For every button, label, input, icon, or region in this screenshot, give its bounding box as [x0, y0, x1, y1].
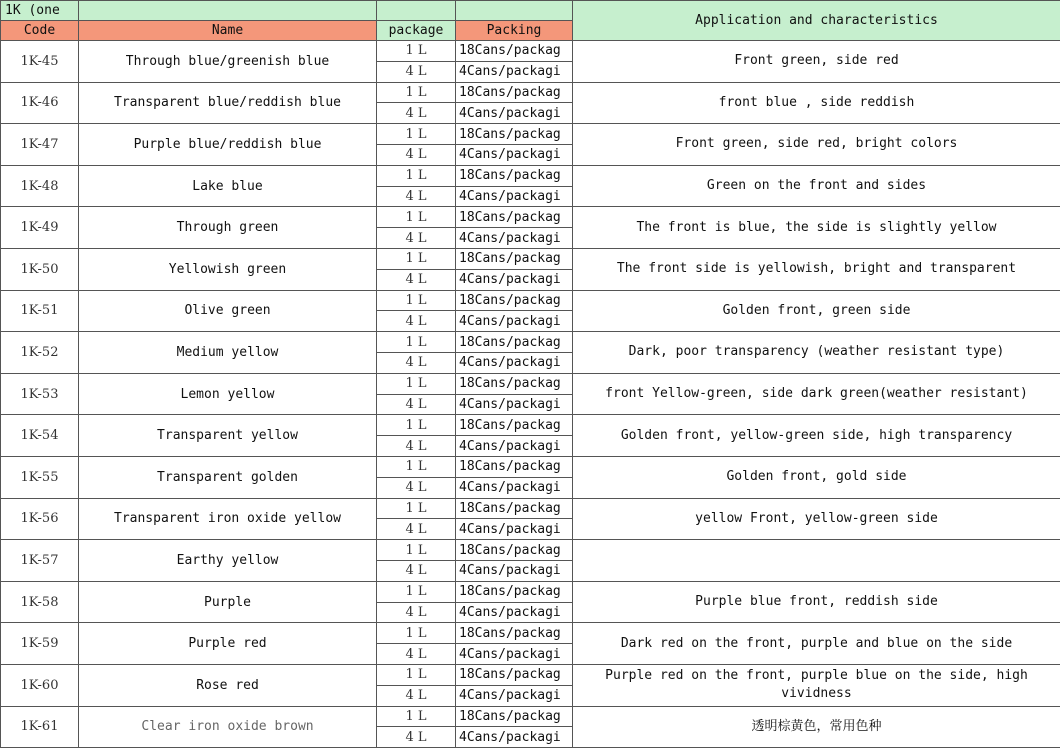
packing-info: 4Cans/packagi — [456, 61, 573, 82]
product-code: 1K-57 — [1, 540, 79, 582]
application-text: Golden front, gold side — [573, 456, 1060, 498]
header-filler-cell — [456, 1, 573, 21]
packing-info: 4Cans/packagi — [456, 269, 573, 290]
package-size: 4 L — [377, 186, 456, 207]
header-filler-cell — [79, 1, 377, 21]
table-row — [1, 373, 1060, 394]
product-code: 1K-60 — [1, 664, 79, 706]
package-size: 1 L — [377, 82, 456, 103]
packing-info: 4Cans/packagi — [456, 311, 573, 332]
packing-info: 4Cans/packagi — [456, 144, 573, 165]
code-header: Code — [1, 21, 79, 41]
product-code: 1K-54 — [1, 415, 79, 457]
table-row — [1, 207, 1060, 228]
packing-info: 4Cans/packagi — [456, 685, 573, 706]
packing-info: 4Cans/packagi — [456, 477, 573, 498]
packing-info: 4Cans/packagi — [456, 644, 573, 665]
packing-info: 4Cans/packagi — [456, 602, 573, 623]
package-size: 4 L — [377, 685, 456, 706]
table-row — [1, 124, 1060, 145]
package-size: 1 L — [377, 623, 456, 644]
product-name: Rose red — [79, 664, 377, 706]
packing-info: 18Cans/packag — [456, 290, 573, 311]
packing-info: 18Cans/packag — [456, 456, 573, 477]
package-size: 1 L — [377, 498, 456, 519]
application-text: front Yellow-green, side dark green(weather resistant) — [573, 373, 1060, 415]
application-text: The front is blue, the side is slightly yellow — [573, 207, 1060, 249]
product-name: Transparent golden — [79, 456, 377, 498]
application-text — [573, 540, 1060, 582]
product-name: Purple blue/reddish blue — [79, 124, 377, 166]
package-size: 4 L — [377, 352, 456, 373]
packing-info: 18Cans/packag — [456, 82, 573, 103]
table-row — [1, 415, 1060, 436]
package-size: 1 L — [377, 581, 456, 602]
product-code: 1K-48 — [1, 165, 79, 207]
name-header: Name — [79, 21, 377, 41]
product-code: 1K-45 — [1, 41, 79, 83]
product-name: Purple red — [79, 623, 377, 665]
package-size: 1 L — [377, 124, 456, 145]
table-row — [1, 290, 1060, 311]
product-name: Earthy yellow — [79, 540, 377, 582]
package-size: 1 L — [377, 41, 456, 62]
product-code: 1K-49 — [1, 207, 79, 249]
packing-header: Packing — [456, 21, 573, 41]
package-size: 4 L — [377, 477, 456, 498]
product-code: 1K-53 — [1, 373, 79, 415]
application-text: Golden front, green side — [573, 290, 1060, 332]
packing-info: 4Cans/packagi — [456, 436, 573, 457]
product-name: Transparent blue/reddish blue — [79, 82, 377, 124]
packing-info: 4Cans/packagi — [456, 727, 573, 748]
product-code: 1K-59 — [1, 623, 79, 665]
application-text: Front green, side red — [573, 41, 1060, 83]
package-size: 4 L — [377, 644, 456, 665]
product-name: Clear iron oxide brown — [79, 706, 377, 748]
package-size: 1 L — [377, 207, 456, 228]
packing-info: 4Cans/packagi — [456, 103, 573, 124]
package-size: 4 L — [377, 228, 456, 249]
table-row — [1, 664, 1060, 685]
application-text: Golden front, yellow-green side, high transparency — [573, 415, 1060, 457]
package-size: 4 L — [377, 436, 456, 457]
table-row — [1, 623, 1060, 644]
package-size: 4 L — [377, 144, 456, 165]
package-size: 4 L — [377, 269, 456, 290]
application-text: Purple blue front, reddish side — [573, 581, 1060, 623]
table-row — [1, 248, 1060, 269]
packing-info: 18Cans/packag — [456, 207, 573, 228]
packing-info: 18Cans/packag — [456, 706, 573, 727]
table-row — [1, 41, 1060, 62]
product-code: 1K-55 — [1, 456, 79, 498]
product-name: Transparent yellow — [79, 415, 377, 457]
application-text: Dark, poor transparency (weather resistant type) — [573, 332, 1060, 374]
product-name: Yellowish green — [79, 248, 377, 290]
packing-info: 18Cans/packag — [456, 373, 573, 394]
product-code: 1K-61 — [1, 706, 79, 748]
packing-info: 18Cans/packag — [456, 332, 573, 353]
product-name: Lake blue — [79, 165, 377, 207]
package-size: 4 L — [377, 602, 456, 623]
product-name: Medium yellow — [79, 332, 377, 374]
package-size: 1 L — [377, 248, 456, 269]
packing-info: 4Cans/packagi — [456, 228, 573, 249]
application-text: yellow Front, yellow-green side — [573, 498, 1060, 540]
table-row — [1, 456, 1060, 477]
packing-info: 18Cans/packag — [456, 623, 573, 644]
packing-info: 18Cans/packag — [456, 41, 573, 62]
table-row — [1, 165, 1060, 186]
application-text: Green on the front and sides — [573, 165, 1060, 207]
packing-info: 18Cans/packag — [456, 498, 573, 519]
application-text: Dark red on the front, purple and blue on the side — [573, 623, 1060, 665]
packing-info: 18Cans/packag — [456, 124, 573, 145]
package-size: 4 L — [377, 727, 456, 748]
table-row — [1, 540, 1060, 561]
product-name: Transparent iron oxide yellow — [79, 498, 377, 540]
package-size: 4 L — [377, 519, 456, 540]
packing-info: 4Cans/packagi — [456, 519, 573, 540]
packing-info: 18Cans/packag — [456, 165, 573, 186]
product-name: Lemon yellow — [79, 373, 377, 415]
header-filler-cell — [377, 1, 456, 21]
application-text: Front green, side red, bright colors — [573, 124, 1060, 166]
application-text: The front side is yellowish, bright and transparent — [573, 248, 1060, 290]
package-size: 1 L — [377, 290, 456, 311]
packing-info: 18Cans/packag — [456, 581, 573, 602]
packing-info: 4Cans/packagi — [456, 352, 573, 373]
package-header: package — [377, 21, 456, 41]
application-text: Purple red on the front, purple blue on the side, high vividness — [573, 664, 1060, 706]
package-size: 4 L — [377, 103, 456, 124]
application-text: 透明棕黄色，常用色种 — [573, 706, 1060, 748]
table-row — [1, 581, 1060, 602]
product-name: Through blue/greenish blue — [79, 41, 377, 83]
package-size: 1 L — [377, 456, 456, 477]
application-text: front blue , side reddish — [573, 82, 1060, 124]
packing-info: 18Cans/packag — [456, 415, 573, 436]
package-size: 1 L — [377, 165, 456, 186]
packing-info: 18Cans/packag — [456, 248, 573, 269]
package-size: 1 L — [377, 332, 456, 353]
table-row — [1, 706, 1060, 727]
table-row — [1, 498, 1060, 519]
product-code: 1K-58 — [1, 581, 79, 623]
package-size: 1 L — [377, 415, 456, 436]
package-size: 4 L — [377, 394, 456, 415]
table-row — [1, 82, 1060, 103]
product-name: Olive green — [79, 290, 377, 332]
package-size: 1 L — [377, 706, 456, 727]
package-size: 4 L — [377, 560, 456, 581]
series-label: 1K (one — [1, 1, 79, 21]
product-code: 1K-51 — [1, 290, 79, 332]
packing-info: 4Cans/packagi — [456, 560, 573, 581]
packing-info: 4Cans/packagi — [456, 394, 573, 415]
package-size: 1 L — [377, 664, 456, 685]
product-name: Through green — [79, 207, 377, 249]
product-code: 1K-56 — [1, 498, 79, 540]
package-size: 1 L — [377, 373, 456, 394]
product-code: 1K-46 — [1, 82, 79, 124]
package-size: 1 L — [377, 540, 456, 561]
product-code: 1K-47 — [1, 124, 79, 166]
package-size: 4 L — [377, 61, 456, 82]
package-size: 4 L — [377, 311, 456, 332]
product-code: 1K-50 — [1, 248, 79, 290]
packing-info: 18Cans/packag — [456, 540, 573, 561]
packing-info: 4Cans/packagi — [456, 186, 573, 207]
product-code: 1K-52 — [1, 332, 79, 374]
application-header: Application and characteristics — [573, 1, 1060, 41]
product-name: Purple — [79, 581, 377, 623]
table-row — [1, 332, 1060, 353]
header-top-row — [1, 1, 1060, 21]
packing-info: 18Cans/packag — [456, 664, 573, 685]
